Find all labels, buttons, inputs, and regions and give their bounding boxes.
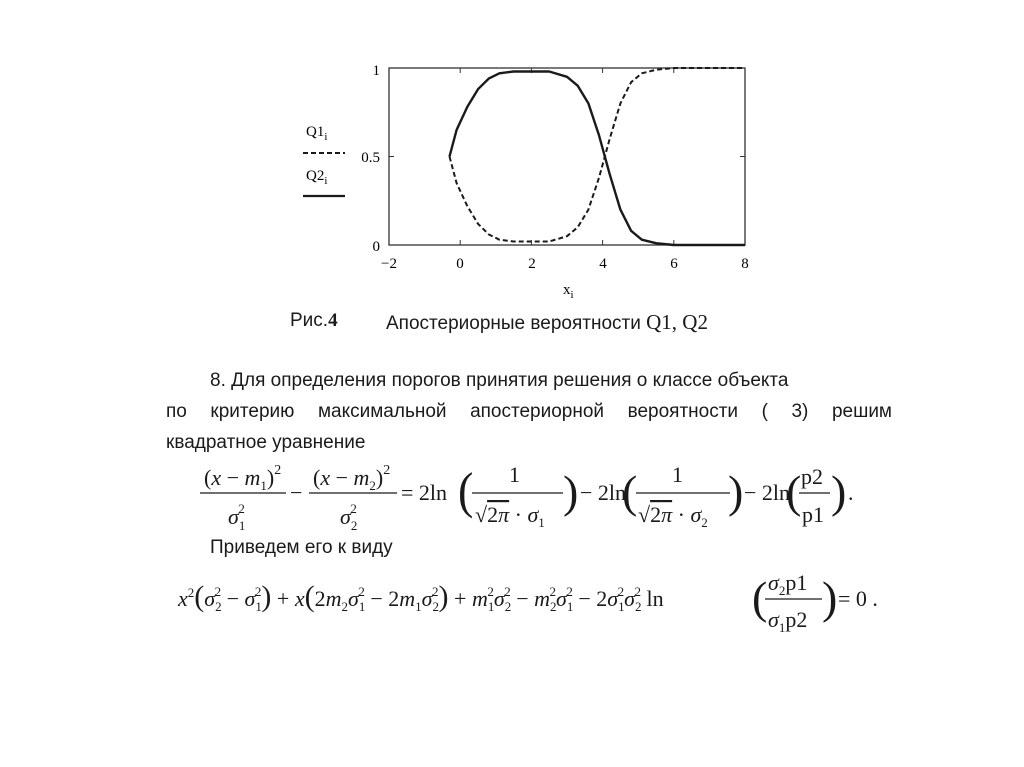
paragraph-step-8 [166,365,892,458]
svg-text:−: − [290,480,303,505]
x-tick-label: −2 [381,256,397,272]
figure-title-text: Апостериорные вероятности [386,313,647,334]
figure-title [386,310,708,335]
x-tick-label: 6 [670,256,678,272]
svg-text:): ) [822,572,838,623]
x-tick-label: 2 [528,256,536,272]
x-tick-label: 8 [741,256,749,272]
svg-text:(: ( [458,463,474,520]
x-axis-label: $x_i$ [563,282,574,301]
svg-text:√2π · σ1: $√2\pi \cdot \sigma_1$ [475,502,545,530]
svg-text:σ1p2: $\sigma_1p2$ [768,607,808,635]
svg-text:1: 1 [672,462,683,487]
figure-title-vars: Q1, Q2 [646,310,708,334]
figure-number: 4 [328,310,338,331]
svg-text:√2π · σ2: $√2\pi \cdot \sigma_2$ [638,502,708,530]
reduce-text: Приведем его к виду [210,537,393,558]
legend-label-q1: $Q1_i$ [306,124,328,143]
series-line-q1 [450,68,746,242]
svg-text:p1: p1 [802,502,824,527]
x-tick-label: 0 [456,256,464,272]
svg-text:1: 1 [509,462,520,487]
y-tick-label: 1 [372,63,380,79]
svg-text:(x − m1)2: $(x - m_1)^2$ [204,463,282,493]
svg-text:(: ( [786,466,802,517]
y-tick-label: 0.5 [361,150,380,166]
equation-quadratic [200,462,854,533]
plot-frame [389,68,745,245]
svg-text:x2(σ22 − σ12) + x(2m2σ12 − 2m1: $x^2(\sigma_22 - \sigma_12) + x(2m_2\sigma_12 - 2m_1\sigma_22) + m_12\sigma_22 - m_22\sigma_12 - 2\sigma_12\sigma_22$ ln [178,580,664,614]
svg-text:= 2ln: = 2ln [401,480,448,505]
svg-text:− 2ln: − 2ln [580,480,627,505]
svg-text:σ12: $\sigma_12$ [228,501,246,533]
svg-text:(: ( [622,466,638,517]
figure-label: Рис. [290,310,329,331]
paragraph-line: 8. Для определения порогов принятия решения о классе объекта [210,370,789,391]
svg-text:= 0 .: = 0 . [838,586,878,611]
equation-reduced [177,570,878,635]
svg-text:(x − m2)2: $(x - m_2)^2$ [313,463,391,493]
paragraph-line: по критерию максимальной апостериорной вероятности ( 3) решим [166,401,892,422]
legend-label-q2: $Q2_i$ [306,168,328,187]
svg-text:(: ( [752,572,768,623]
svg-text:.: . [848,480,854,505]
figure-caption [290,310,708,334]
svg-text:σ22: $\sigma_22$ [340,501,358,533]
series-line-q2 [450,72,746,246]
paragraph-line: квадратное уравнение [166,432,366,453]
y-tick-label: 0 [372,239,380,255]
svg-text:): ) [728,466,744,517]
x-tick-label: 4 [599,256,607,272]
svg-text:): ) [563,466,579,517]
svg-text:− 2ln: − 2ln [744,480,791,505]
svg-text:p2: p2 [801,464,823,489]
svg-text:): ) [831,466,847,517]
svg-text:σ2p1: $\sigma_2p1$ [768,570,808,598]
